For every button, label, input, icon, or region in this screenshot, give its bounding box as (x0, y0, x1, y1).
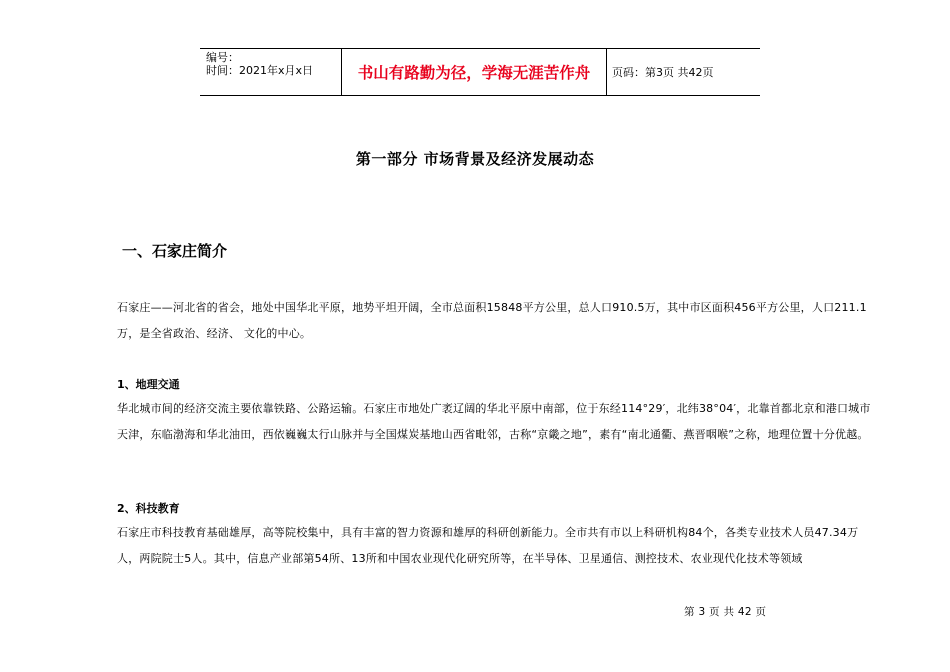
header-motto-cell (342, 49, 607, 95)
intro-paragraph (117, 295, 877, 347)
header-motto: 书山有路勤为径，学海无涯苦作舟 (357, 64, 591, 82)
page-header-table (200, 48, 760, 96)
subsection-text-education (117, 520, 877, 572)
part-title: 第一部分 市场背景及经济发展动态 (355, 150, 595, 168)
subsection-heading-geography: 1、地理交通 (117, 378, 180, 391)
subsection-heading-education: 2、科技教育 (117, 502, 180, 515)
subsection-text-education-body: 石家庄市科技教育基础雄厚，高等院校集中，具有丰富的智力资源和雄厚的科研创新能力。全市共有市以上科研机构84个，各类专业技术人员47.34万人，两院院士5人。其中，信息产业部第54所、13所和中国农业现代化研究所等，在半导体、卫星通信、测控技术、农业现代化技术等领域 (117, 526, 859, 565)
page-footer: 第 3 页 共 42 页 (684, 606, 767, 618)
header-page-cell (607, 49, 760, 95)
subsection-text-geography-body: 华北城市间的经济交流主要依靠铁路、公路运输。石家庄市地处广袤辽阔的华北平原中南部，位于东经114°29′，北纬38°04′，北靠首都北京和港口城市天津，东临渤海和华北油田，西依巍巍太行山脉并与全国煤炭基地山西省毗邻，古称“京畿之地”，素有“南北通衢、燕晋咽喉”之称，地理位置十分优越。 (117, 402, 871, 441)
document-time-label: 时间：2021年x月x日 (206, 64, 314, 77)
subsection-text-geography (117, 396, 877, 448)
section-title: 一、石家庄简介 (122, 242, 228, 260)
header-meta-cell (200, 49, 342, 95)
header-page-number: 页码：第3页 共42页 (612, 66, 714, 79)
document-number-label: 编号： (206, 51, 239, 64)
intro-paragraph-text: 石家庄——河北省的省会，地处中国华北平原，地势平坦开阔，全市总面积15848平方公里，总人口910.5万，其中市区面积456平方公里，人口211.1万，是全省政治、经济、 文化的中心。 (117, 301, 867, 340)
